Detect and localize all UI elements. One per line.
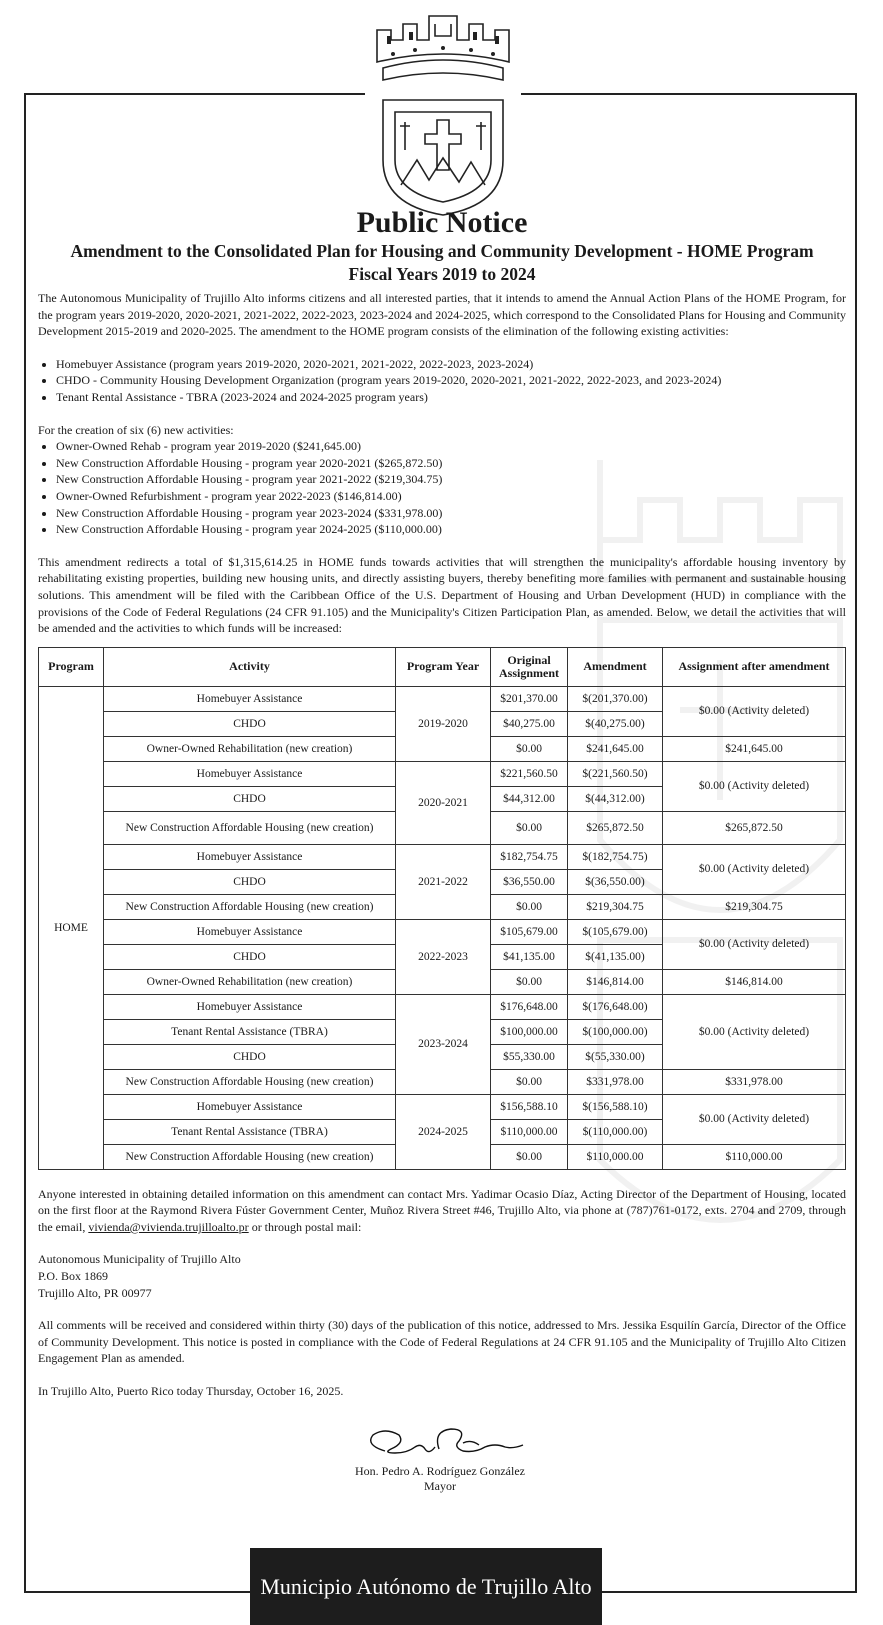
after-cell: $110,000.00: [663, 1144, 846, 1169]
original-cell: $110,000.00: [491, 1119, 568, 1144]
list-item: • New Construction Affordable Housing - program year 2020-2021 ($265,872.50): [56, 455, 846, 472]
original-cell: $156,588.10: [491, 1094, 568, 1119]
email-link[interactable]: vivienda@vivienda.trujilloalto.pr: [88, 1219, 249, 1234]
program-year-cell: 2024-2025: [396, 1094, 491, 1169]
amendment-cell: $(182,754.75): [568, 844, 663, 869]
amendment-cell: $(221,560.50): [568, 761, 663, 786]
list-item: • Owner-Owned Refurbishment - program year 2022-2023 ($146,814.00): [56, 488, 846, 505]
column-header: Amendment: [568, 647, 663, 686]
comments-paragraph: All comments will be received and considered within thirty (30) days of the publication of this notice, addressed to Mrs. Jessika Esquilín García, Director of the Office of Community Development. This notice is posted in compliance with the Code of Federal Regulations at 24 CFR 91.105 and the Municipality of Trujillo Alto Citizen Engagement Plan as amended.: [38, 1318, 846, 1366]
amendment-cell: $241,645.00: [568, 736, 663, 761]
amendment-cell: $(176,648.00): [568, 994, 663, 1019]
amendment-cell: $(41,135.00): [568, 944, 663, 969]
activity-cell: New Construction Affordable Housing (new creation): [104, 811, 396, 844]
address-line: Trujillo Alto, PR 00977: [38, 1285, 152, 1300]
original-cell: $40,275.00: [491, 711, 568, 736]
amendment-cell: $(100,000.00): [568, 1019, 663, 1044]
amendment-cell: $(55,330.00): [568, 1044, 663, 1069]
created-activities-list: [38, 438, 846, 538]
activity-cell: CHDO: [104, 1044, 396, 1069]
list-item: • CHDO - Community Housing Development Organization (program years 2019-2020, 2020-2021, 2021-2022, 2022-2023, and 2023-2024): [56, 372, 846, 389]
notice-title: Public Notice: [356, 206, 528, 239]
table-row: [39, 1094, 846, 1119]
amendment-table: [38, 647, 846, 1170]
original-cell: $221,560.50: [491, 761, 568, 786]
column-header: Original Assignment: [491, 647, 568, 686]
amendment-cell: $(36,550.00): [568, 869, 663, 894]
table-row: [39, 686, 846, 711]
after-cell: $219,304.75: [663, 894, 846, 919]
signer-role: Mayor: [424, 1479, 456, 1493]
table-header-row: [39, 647, 846, 686]
table-row: [39, 844, 846, 869]
list-item: • Owner-Owned Rehab - program year 2019-2020 ($241,645.00): [56, 438, 846, 455]
contact-text-end: or through postal mail:: [248, 1219, 362, 1234]
original-cell: $201,370.00: [491, 686, 568, 711]
contact-text: Anyone interested in obtaining detailed information on this amendment can contact Mrs. Yadimar Ocasio Díaz, Acting Director of the Department of Housing, located on the first floor at the Raymond Rivera Fúster Government Center, Muñoz Rivera Street #46, Trujillo Alto, via phone at (787)761-0172, exts. 2704 and 2709, through the email,: [38, 1186, 846, 1234]
activity-cell: Homebuyer Assistance: [104, 1094, 396, 1119]
activity-cell: Homebuyer Assistance: [104, 919, 396, 944]
activity-cell: Tenant Rental Assistance (TBRA): [104, 1019, 396, 1044]
program-cell: HOME: [39, 686, 104, 1169]
activity-cell: CHDO: [104, 944, 396, 969]
amendment-cell: $(44,312.00): [568, 786, 663, 811]
activity-cell: Owner-Owned Rehabilitation (new creation): [104, 969, 396, 994]
original-cell: $0.00: [491, 1069, 568, 1094]
after-cell: $0.00 (Activity deleted): [663, 761, 846, 811]
handwritten-signature: [355, 1425, 525, 1459]
list-item: • New Construction Affordable Housing - program year 2024-2025 ($110,000.00): [56, 521, 846, 538]
signer-name: Hon. Pedro A. Rodríguez González: [355, 1464, 525, 1478]
after-cell: $265,872.50: [663, 811, 846, 844]
table-row: [39, 919, 846, 944]
column-header: Program: [39, 647, 104, 686]
amendment-cell: $331,978.00: [568, 1069, 663, 1094]
after-cell: $0.00 (Activity deleted): [663, 1094, 846, 1144]
original-cell: $0.00: [491, 969, 568, 994]
address-line: P.O. Box 1869: [38, 1269, 109, 1284]
municipal-crest-logo: [365, 10, 521, 218]
amendment-cell: $(156,588.10): [568, 1094, 663, 1119]
amendment-cell: $(110,000.00): [568, 1119, 663, 1144]
program-year-cell: 2020-2021: [396, 761, 491, 844]
activity-cell: Homebuyer Assistance: [104, 844, 396, 869]
redirect-paragraph: This amendment redirects a total of $1,315,614.25 in HOME funds towards activities that will strengthen the municipality's affordable housing inventory by rehabilitating existing properties, building new housing units, and directly assisting buyers, thereby benefiting more families with permanent and sustainable housing solutions. This amendment will be filed with the Caribbean Office of the U.S. Department of Housing and Urban Development (HUD) in compliance with the provisions of the Code of Federal Regulations (24 CFR 91.105) and the Municipality's Citizen Participation Plan, as amended. Below, we detail the activities that will be amended and the activities to which funds will be increased:: [38, 554, 846, 636]
table-row: [39, 761, 846, 786]
list-item: • New Construction Affordable Housing - program year 2023-2024 ($331,978.00): [56, 505, 846, 522]
original-cell: $0.00: [491, 811, 568, 844]
activity-cell: New Construction Affordable Housing (new creation): [104, 1144, 396, 1169]
activity-cell: Homebuyer Assistance: [104, 994, 396, 1019]
activity-cell: New Construction Affordable Housing (new creation): [104, 894, 396, 919]
column-header: Assignment after amendment: [663, 647, 846, 686]
program-year-cell: 2019-2020: [396, 686, 491, 761]
list-item: • Tenant Rental Assistance - TBRA (2023-2024 and 2024-2025 program years): [56, 389, 846, 406]
intro-paragraph: The Autonomous Municipality of Trujillo Alto informs citizens and all interested parties, that it intends to amend the Annual Action Plans of the HOME Program, for the program years 2019-2020, 2020-2021, 2021-2022, 2022-2023, 2023-2024 and 2024-2025, which correspond to the Consolidated Plans for Housing and Community Development 2015-2019 and 2020-2025. The amendment to the HOME program consists of the elimination of the following existing activities:: [38, 291, 846, 339]
table-row: [39, 994, 846, 1019]
after-cell: $331,978.00: [663, 1069, 846, 1094]
program-year-cell: 2022-2023: [396, 919, 491, 994]
amendment-cell: $219,304.75: [568, 894, 663, 919]
contact-paragraph: [38, 1186, 846, 1236]
original-cell: $44,312.00: [491, 786, 568, 811]
activity-cell: Homebuyer Assistance: [104, 686, 396, 711]
signature-block: [300, 1425, 580, 1494]
activity-cell: CHDO: [104, 869, 396, 894]
column-header: Activity: [104, 647, 396, 686]
original-cell: $176,648.00: [491, 994, 568, 1019]
after-cell: $0.00 (Activity deleted): [663, 686, 846, 736]
dateline: In Trujillo Alto, Puerto Rico today Thursday, October 16, 2025.: [38, 1384, 344, 1399]
amendment-cell: $110,000.00: [568, 1144, 663, 1169]
list-item: • Homebuyer Assistance (program years 2019-2020, 2020-2021, 2021-2022, 2022-2023, 2023-2024): [56, 356, 846, 373]
amendment-cell: $(201,370.00): [568, 686, 663, 711]
amendment-cell: $(40,275.00): [568, 711, 663, 736]
notice-subtitle: Amendment to the Consolidated Plan for Housing and Community Development - HOME Program: [70, 241, 814, 261]
activity-cell: CHDO: [104, 786, 396, 811]
notice-fiscal-years: Fiscal Years 2019 to 2024: [348, 264, 536, 284]
activity-cell: New Construction Affordable Housing (new creation): [104, 1069, 396, 1094]
original-cell: $105,679.00: [491, 919, 568, 944]
footer-banner: Municipio Autónomo de Trujillo Alto: [250, 1548, 602, 1625]
activity-cell: Owner-Owned Rehabilitation (new creation): [104, 736, 396, 761]
after-cell: $241,645.00: [663, 736, 846, 761]
amendment-cell: $146,814.00: [568, 969, 663, 994]
activity-cell: Tenant Rental Assistance (TBRA): [104, 1119, 396, 1144]
original-cell: $41,135.00: [491, 944, 568, 969]
activity-cell: CHDO: [104, 711, 396, 736]
notice-content: [38, 206, 846, 1400]
program-year-cell: 2021-2022: [396, 844, 491, 919]
eliminated-activities-list: [38, 356, 846, 406]
original-cell: $0.00: [491, 1144, 568, 1169]
after-cell: $146,814.00: [663, 969, 846, 994]
after-cell: $0.00 (Activity deleted): [663, 844, 846, 894]
original-cell: $0.00: [491, 736, 568, 761]
original-cell: $36,550.00: [491, 869, 568, 894]
original-cell: $55,330.00: [491, 1044, 568, 1069]
program-year-cell: 2023-2024: [396, 994, 491, 1094]
activity-cell: Homebuyer Assistance: [104, 761, 396, 786]
column-header: Program Year: [396, 647, 491, 686]
after-cell: $0.00 (Activity deleted): [663, 994, 846, 1069]
amendment-cell: $265,872.50: [568, 811, 663, 844]
original-cell: $182,754.75: [491, 844, 568, 869]
creation-intro: For the creation of six (6) new activities:: [38, 422, 234, 437]
list-item: • New Construction Affordable Housing - program year 2021-2022 ($219,304.75): [56, 471, 846, 488]
amendment-cell: $(105,679.00): [568, 919, 663, 944]
address-line: Autonomous Municipality of Trujillo Alto: [38, 1252, 241, 1267]
original-cell: $100,000.00: [491, 1019, 568, 1044]
after-cell: $0.00 (Activity deleted): [663, 919, 846, 969]
original-cell: $0.00: [491, 894, 568, 919]
